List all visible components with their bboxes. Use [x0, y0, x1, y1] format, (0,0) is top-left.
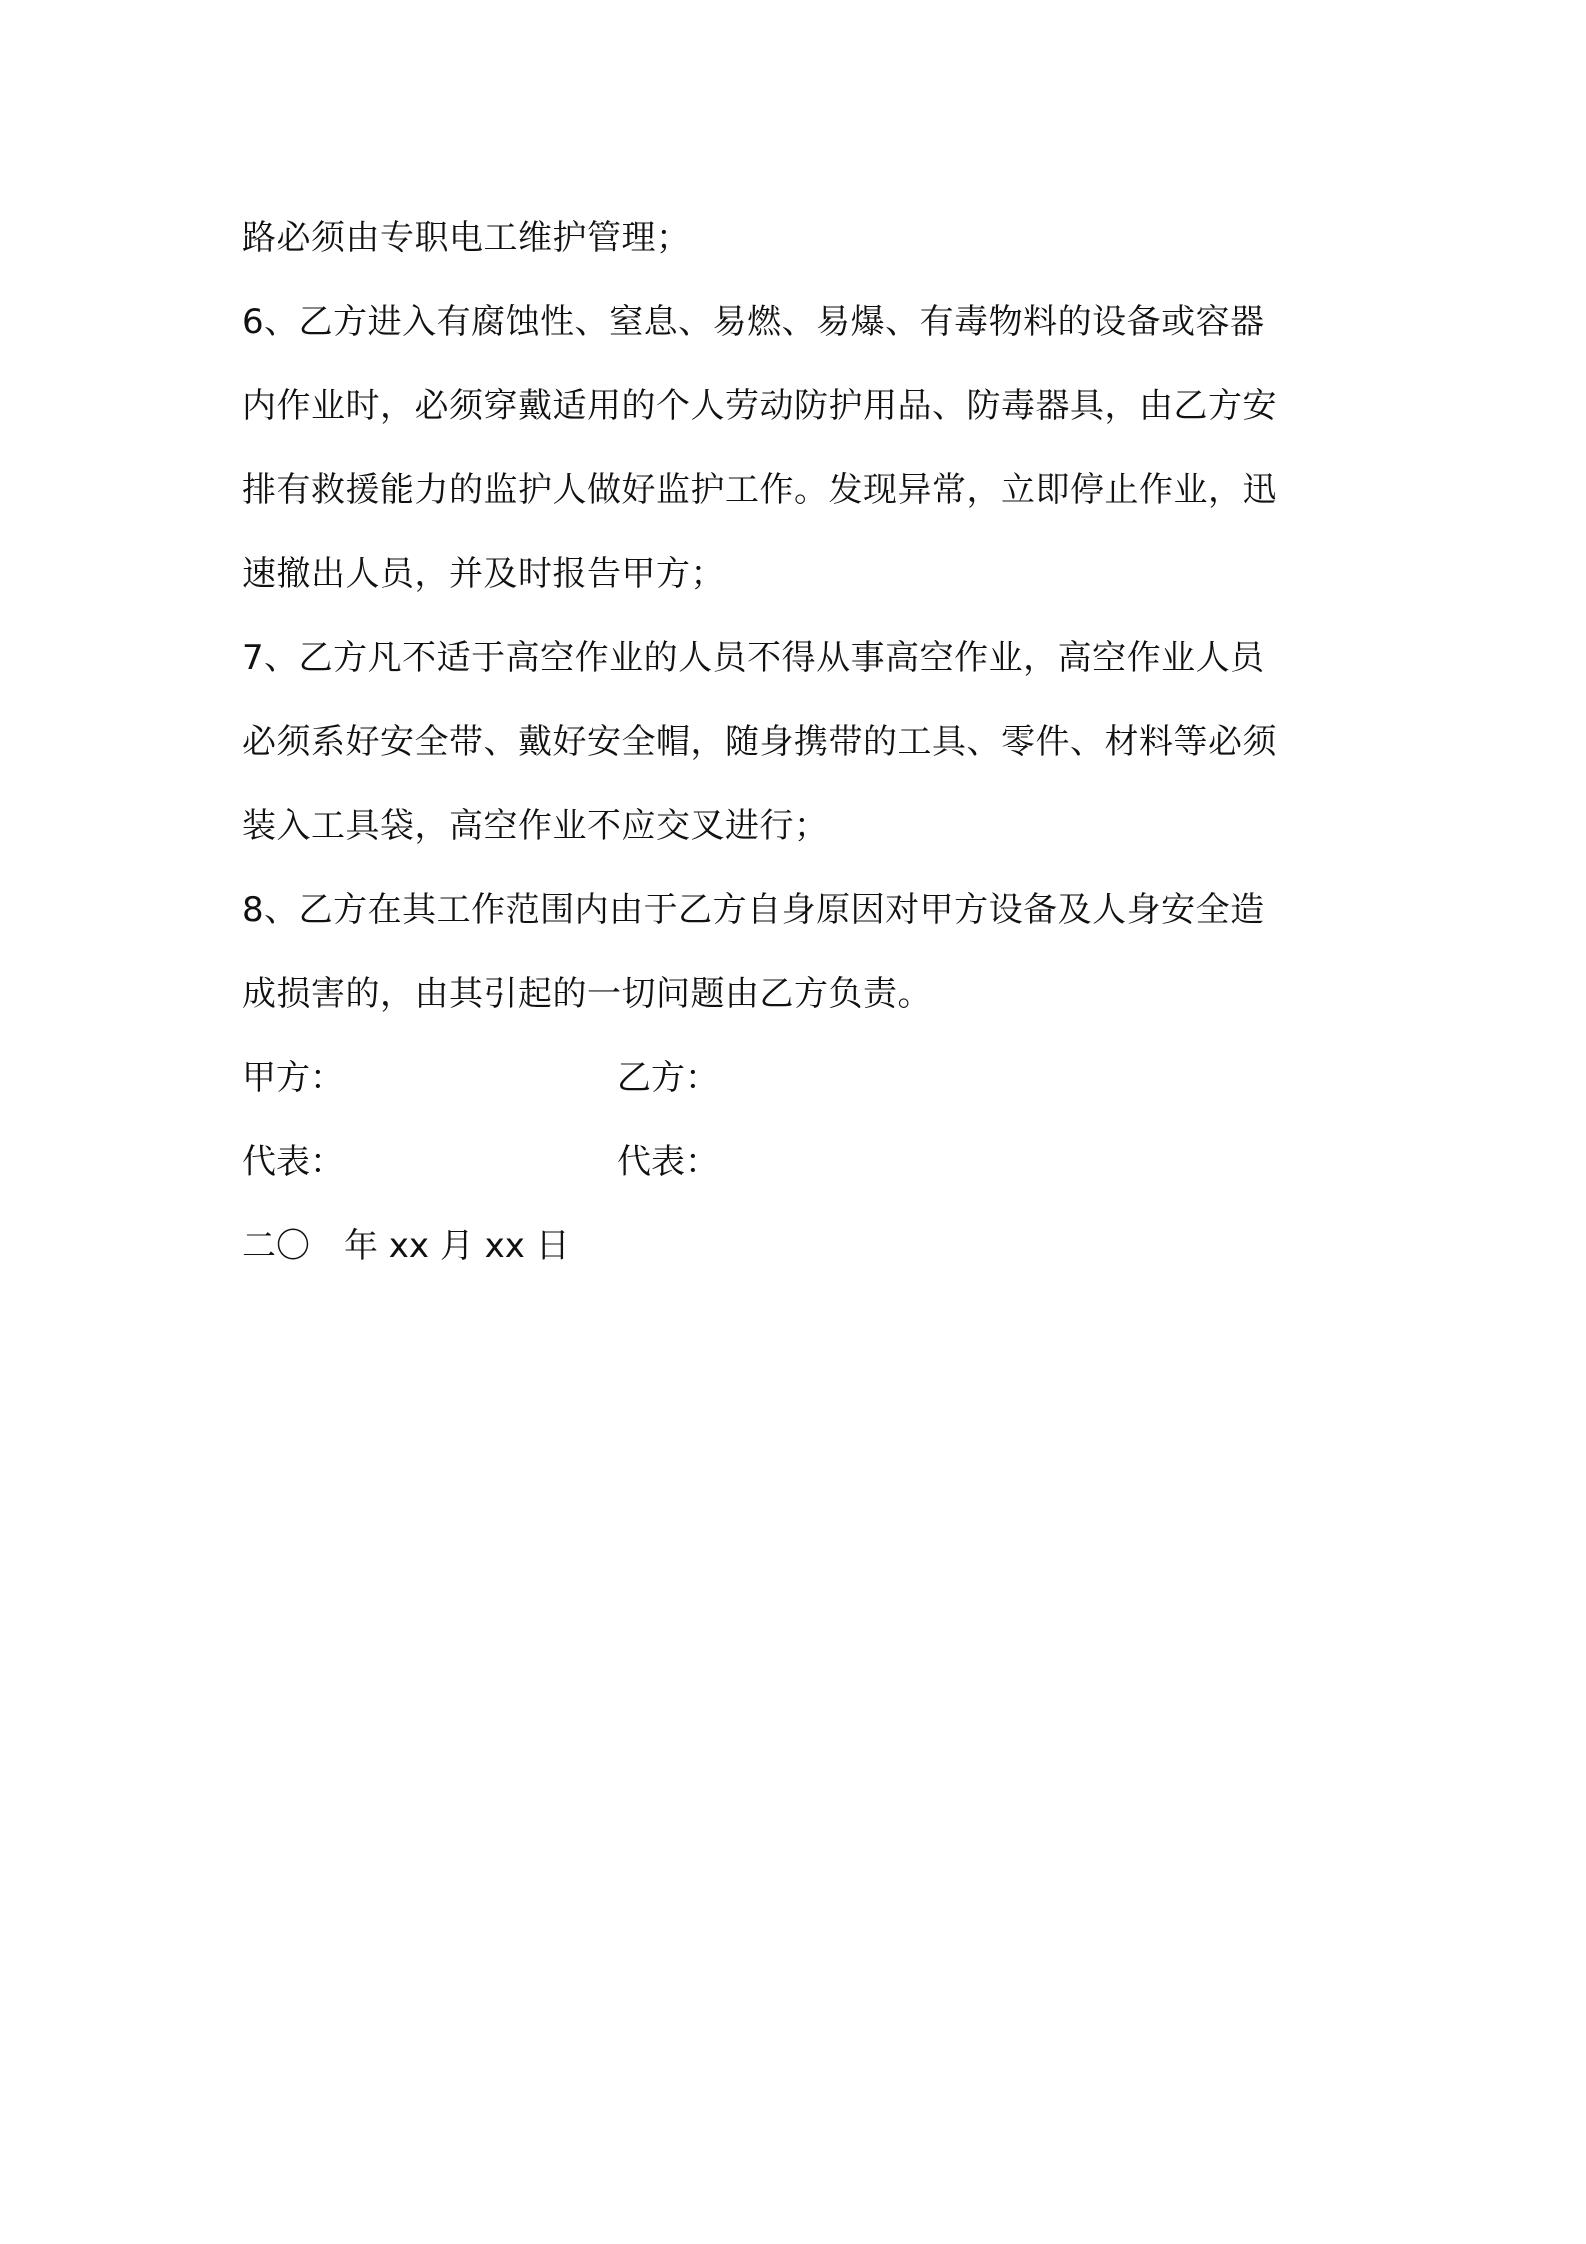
rep-a-label: 代表： — [242, 1142, 344, 1182]
clause-7-line-1: 7、乙方凡不适于高空作业的人员不得从事高空作业，高空作业人员 — [242, 638, 1265, 678]
party-b-label: 乙方： — [617, 1058, 719, 1098]
rep-b-label: 代表： — [617, 1142, 719, 1182]
clause-7-line-3: 装入工具袋，高空作业不应交叉进行； — [242, 806, 829, 846]
representative-row — [242, 1120, 1362, 1204]
party-a-label: 甲方： — [242, 1058, 344, 1098]
party-row — [242, 1036, 1362, 1120]
date-row — [242, 1204, 1362, 1288]
clause-6-line-4: 速撤出人员，并及时报告甲方； — [242, 554, 725, 594]
clause-8-line-1: 8、乙方在其工作范围内由于乙方自身原因对甲方设备及人身安全造 — [242, 890, 1265, 930]
date-line: 二〇 年 xx 月 xx 日 — [242, 1226, 570, 1266]
clause-6-line-2: 内作业时，必须穿戴适用的个人劳动防护用品、防毒器具，由乙方安 — [242, 386, 1277, 426]
text-line-1: 路必须由专职电工维护管理； — [242, 218, 691, 258]
clause-6-line-1: 6、乙方进入有腐蚀性、窒息、易燃、易爆、有毒物料的设备或容器 — [242, 302, 1265, 342]
document-body — [242, 196, 1362, 1288]
clause-7-line-2: 必须系好安全带、戴好安全帽，随身携带的工具、零件、材料等必须 — [242, 722, 1277, 762]
clause-8-line-2: 成损害的，由其引起的一切问题由乙方负责。 — [242, 974, 932, 1014]
clause-6-line-3: 排有救援能力的监护人做好监护工作。发现异常，立即停止作业，迅 — [242, 470, 1277, 510]
